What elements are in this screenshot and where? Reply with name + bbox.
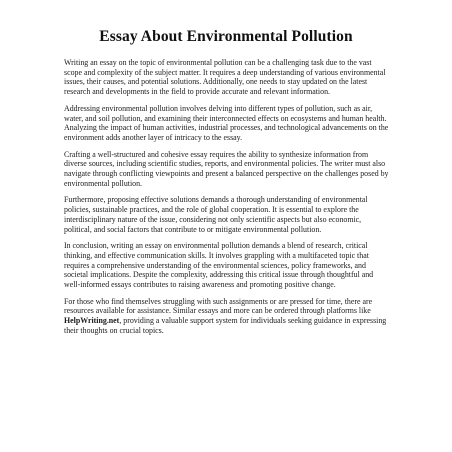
paragraph-6-outro: , providing a valuable support system for individuals seeking guidance in expressing their thoughts on crucial topics. (64, 316, 387, 335)
paragraph-2: Addressing environmental pollution involves delving into different types of pollution, such as air, water, and soil pollution, and examining their interconnected effects on ecosystems and human health. Analyzing the impact of human activities, industrial processes, and technological advancements on the environment adds another layer of intricacy to the essay. (64, 103, 389, 142)
paragraph-5: In conclusion, writing an essay on environmental pollution demands a blend of research, critical thinking, and effective communication skills. It involves grappling with a multifaceted topic that requires a comprehensive understanding of the environmental sciences, policy frameworks, and societal implications. Despite the complexity, addressing this critical issue through thoughtful and well-informed essays contributes to raising awareness and promoting positive change. (64, 241, 374, 290)
paragraph-6-intro: For those who find themselves struggling with such assignments or are pressed for time, there are resources available for assistance. Similar essays and more can be ordered through platforms like (64, 296, 373, 316)
helpwriting-link[interactable]: HelpWriting.net (64, 316, 120, 326)
paragraph-3: Crafting a well-structured and cohesive essay requires the ability to synthesize information from diverse sources, including scientific studies, reports, and environmental policies. The writer must also navigate through conflicting viewpoints and present a balanced perspective on the challenges posed by environmental pollution. (64, 149, 389, 188)
essay-title: Essay About Environmental Pollution (99, 28, 353, 45)
paragraph-1: Writing an essay on the topic of environmental pollution can be a challenging task due to the vast scope and complexity of the subject matter. It requires a deep understanding of various environmental issues, their causes, and potential solutions. Additionally, one needs to stay updated on the latest research and developments in the field to provide accurate and relevant information. (64, 58, 386, 97)
paragraph-6 (64, 297, 390, 336)
essay-body (64, 58, 390, 343)
paragraph-4: Furthermore, proposing effective solutions demands a thorough understanding of environmental policies, sustainable practices, and the role of global cooperation. It is essential to explore the interdisciplinary nature of the issue, considering not only scientific aspects but also economic, political, and social factors that contribute to or mitigate environmental pollution. (64, 195, 368, 234)
